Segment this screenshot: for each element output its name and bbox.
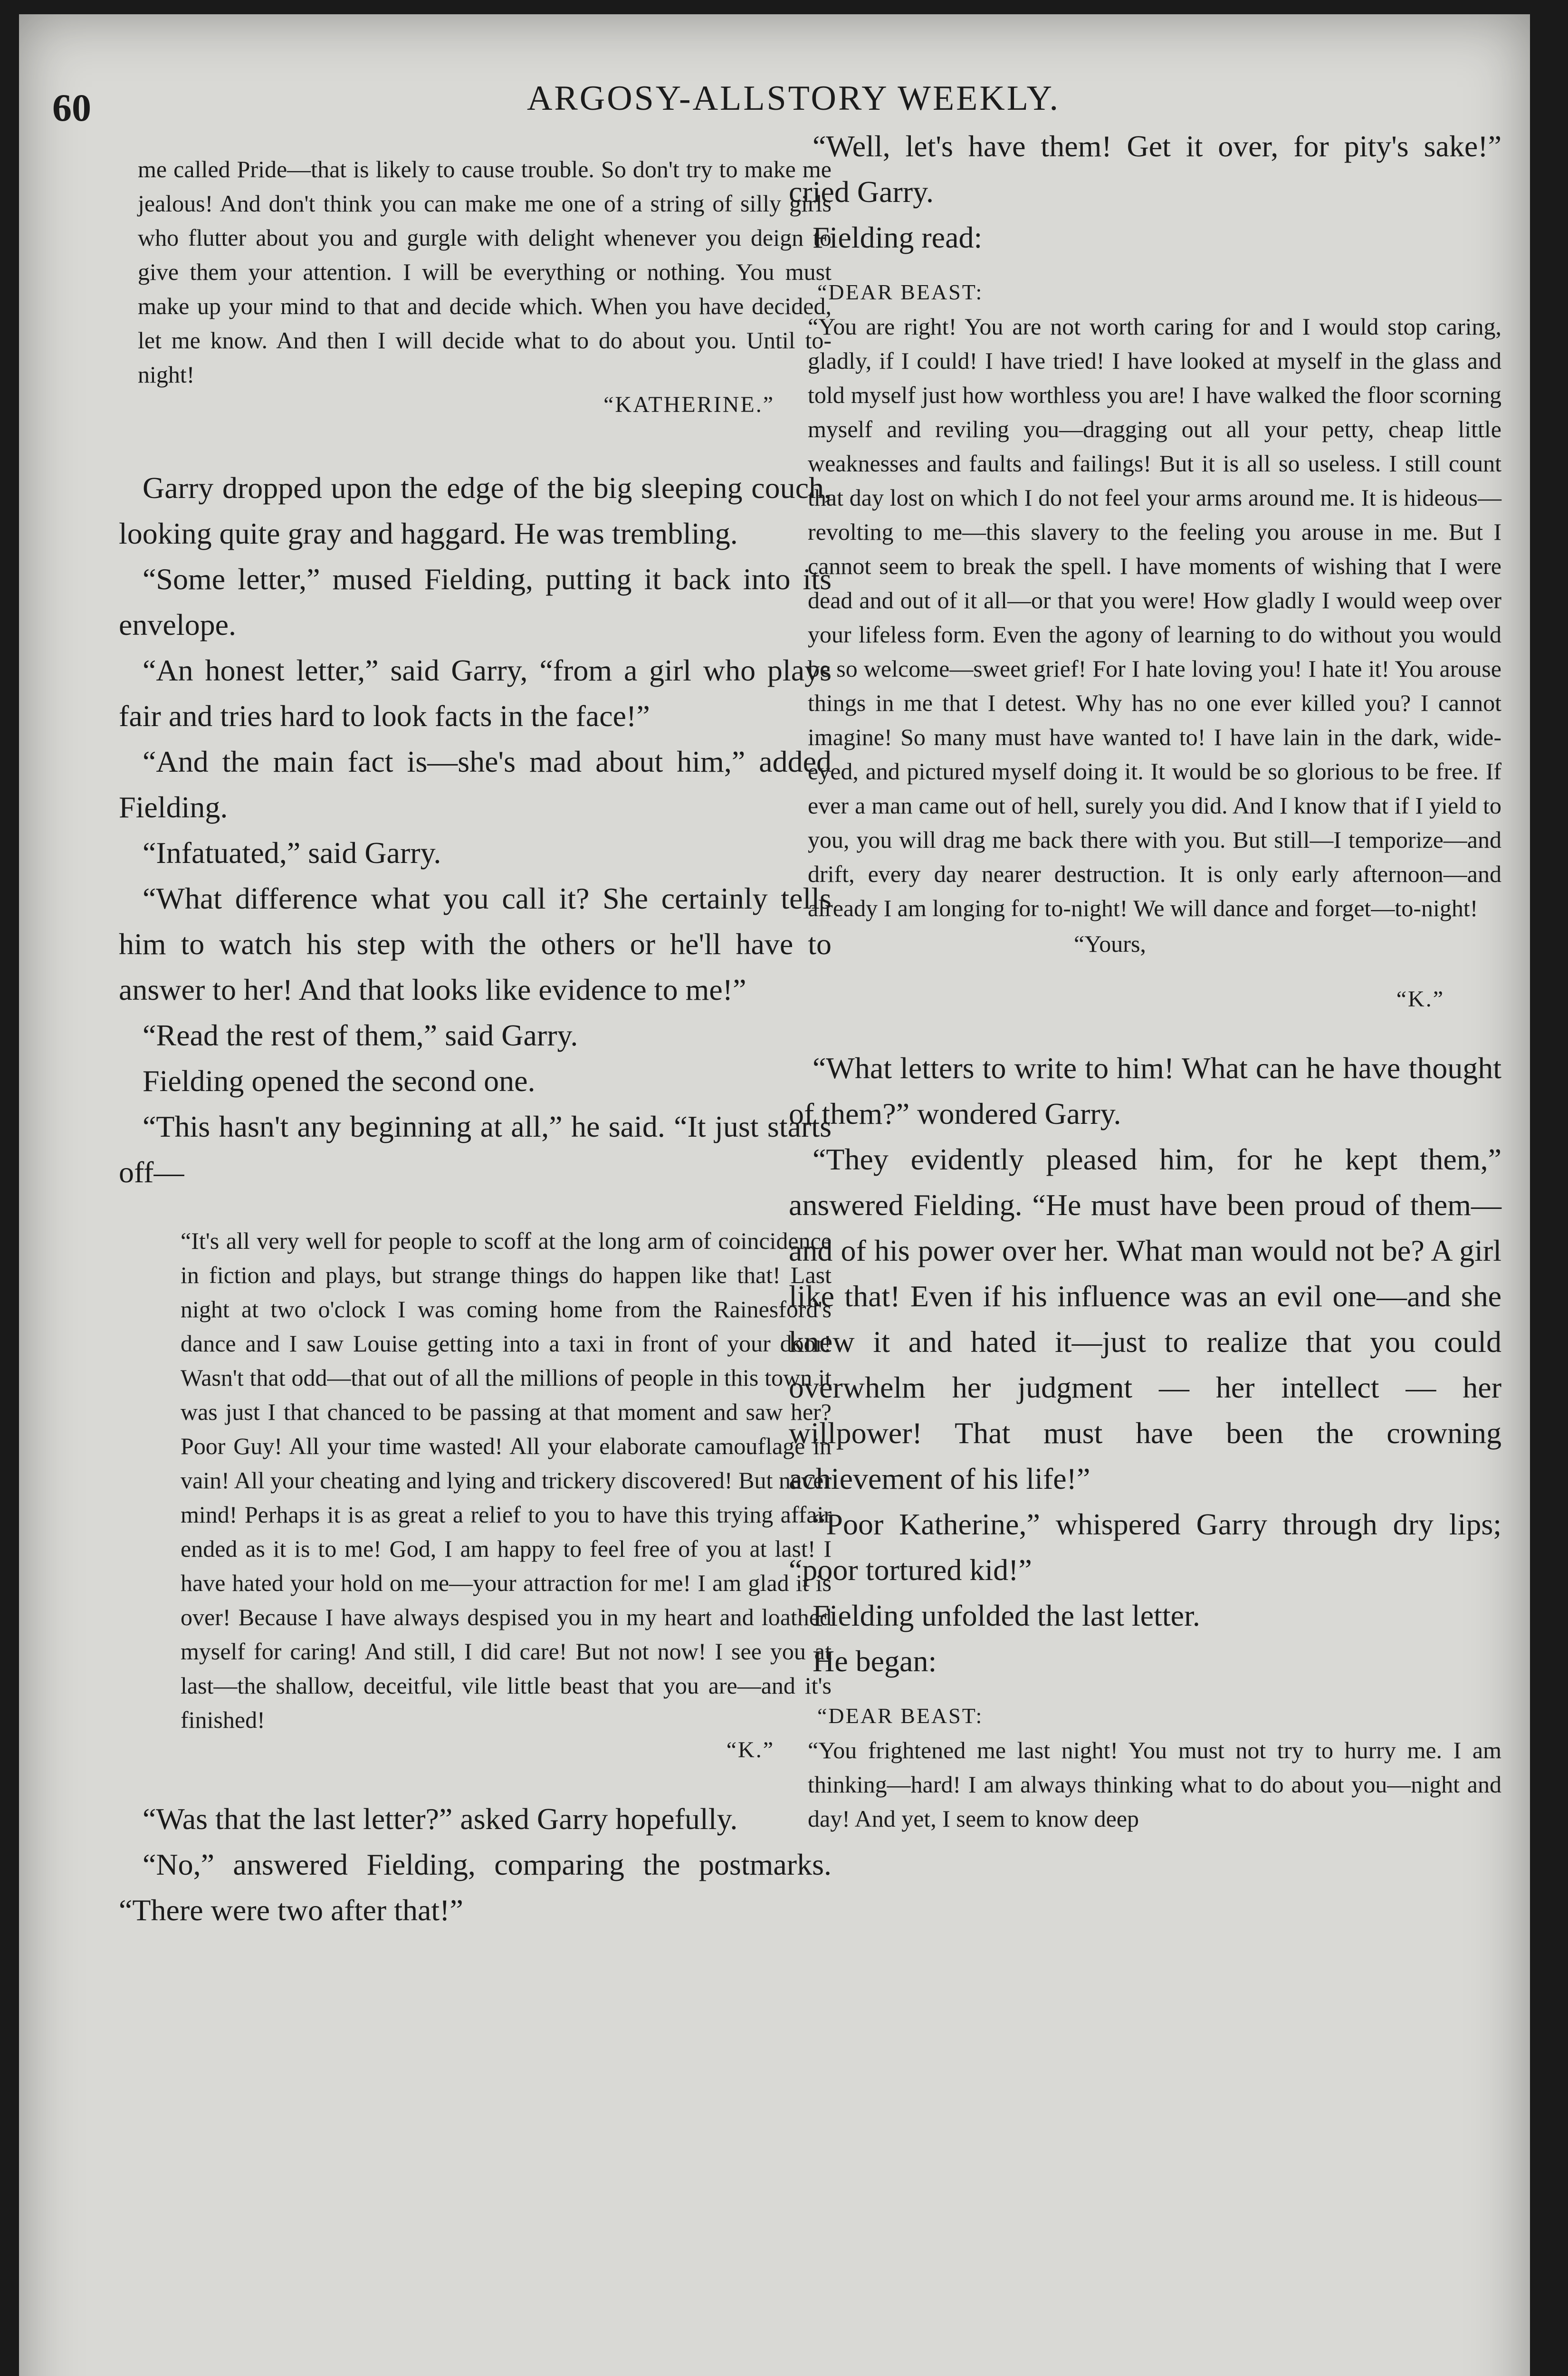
letter-continuation: me called Pride—that is likely to cause trouble. So don't try to make me jealous! And don't think you can make me one of a string of silly girls who flutter about you and gurgle with delight whenever you deign to give them your attention. I will be everything or nothing. You must make up your mind to that and decide which. When you have decided, let me know. And then I will decide what to do about you. Until to-night! xyxy=(138,156,832,388)
running-title: ARGOSY-ALLSTORY WEEKLY. xyxy=(526,79,1061,118)
second-letter-signature: “K.” xyxy=(726,1737,774,1763)
paragraph: “Poor Katherine,” whispered Garry through dry lips; “poor tortured kid!” xyxy=(789,1507,1501,1587)
third-letter: “You are right! You are not worth caring for and I would stop caring, gladly, if I could! I have tried! I have looked at myself in the glass and told myself just how worthless you are! I have walked the floor scorning myself and reviling you—dragging out all your petty, cheap little weaknesses and faults and failings! But it is all so useless. I still count that day lost on which I do not feel your arms around me. It is hideous—revolting to me—this slavery to the feeling you arouse in me. But I cannot seem to break the spell. I have moments of wishing that I were dead and out of it all—or that you were! How gladly I would weep over your lifeless form. Even the agony of learning to do without you would be so welcome—sweet grief! For I hate loving you! I hate it! You arouse things in me that I detest. Why has no one ever killed you? I cannot imagine! So many must have wanted to! I have lain in the dark, wide-eyed, and pictured myself doing it. It would be so glorious to be free. If ever a man came out of hell, surely you did. And I know that if I yield to you, you will drag me back there with you. But still—I temporize—and drift, every day nearer destruction. It is only early afternoon—and already I am longing for to-night! We will dance and forget—to-night! xyxy=(808,313,1501,921)
paragraph: “Well, let's have them! Get it over, for pity's sake!” cried Garry. xyxy=(789,129,1501,209)
paragraph: “Read the rest of them,” said Garry. xyxy=(143,1018,578,1052)
left-column xyxy=(119,152,832,1933)
paragraph: Fielding opened the second one. xyxy=(143,1064,535,1098)
paragraph: “What letters to write to him! What can he have thought of them?” wondered Garry. xyxy=(789,1051,1501,1131)
second-letter: “It's all very well for people to scoff at the long arm of coincidence in fiction and plays, but strange things do happen like that! Last night at two o'clock I was coming home from the Rainesford's dance and I saw Louise getting into a taxi in front of your door! Wasn't that odd—that out of all the millions of people in this town it was just I that chanced to be passing at that moment and saw her? Poor Guy! All your time wasted! All your elaborate camouflage in vain! All your cheating and lying and trickery discovered! But never mind! Perhaps it is as great a relief to you to have this trying affair ended as it is to me! God, I am happy to feel free of you at last! I have hated your hold on me—your attraction for me! I am glad it is over! Because I have always despised you in my heart and loathed myself for caring! And still, I did care! But not now! I see you at last—the shallow, deceitful, vile little beast that you are—and it's finished! xyxy=(181,1227,832,1733)
paragraph: Fielding read: xyxy=(813,220,983,254)
paragraph: “They evidently pleased him, for he kept them,” answered Fielding. “He must have been proud of them—and of his power over her. What man would not be? A girl like that! Even if his influence was an evil one—and she knew it and hated it—just to realize that you could overwhelm her judgment — her intellect — her willpower! That must have been the crowning achievement of his life!” xyxy=(789,1142,1501,1495)
paragraph: “What difference what you call it? She certainly tells him to watch his step with the others or he'll have to answer to her! And that looks like evidence to me!” xyxy=(119,881,832,1006)
paragraph: “No,” answered Fielding, comparing the postmarks. “There were two after that!” xyxy=(119,1848,832,1927)
paragraph: “Was that the last letter?” asked Garry hopefully. xyxy=(143,1802,738,1836)
fourth-letter: “You frightened me last night! You must not try to hurry me. I am thinking—hard! I am always thinking what to do about you—night and day! And yet, I seem to know deep xyxy=(808,1737,1501,1832)
paragraph: Garry dropped upon the edge of the big sleeping couch, looking quite gray and haggard. He was trembling. xyxy=(119,471,832,550)
letter-signature: “KATHERINE.” xyxy=(603,392,774,417)
fourth-letter-salutation: “DEAR BEAST: xyxy=(817,1704,984,1728)
paragraph: “This hasn't any beginning at all,” he said. “It just starts off— xyxy=(119,1110,832,1189)
paragraph: He began: xyxy=(813,1644,937,1678)
third-letter-closing xyxy=(1074,930,1482,958)
paragraph: “An honest letter,” said Garry, “from a girl who plays fair and tries hard to look facts in the face!” xyxy=(119,653,832,733)
magazine-page xyxy=(19,14,1530,2376)
paragraph: “Infatuated,” said Garry. xyxy=(143,836,441,870)
page-number: 60 xyxy=(52,86,91,129)
third-letter-salutation: “DEAR BEAST: xyxy=(817,280,984,304)
third-letter-signature: “K.” xyxy=(1396,987,1444,1012)
paragraph: Fielding unfolded the last letter. xyxy=(813,1599,1200,1632)
right-column xyxy=(789,124,1501,1836)
paragraph: “Some letter,” mused Fielding, putting it back into its envelope. xyxy=(119,562,832,642)
third-letter-yours: “Yours, xyxy=(1074,930,1146,957)
paragraph: “And the main fact is—she's mad about him,” added Fielding. xyxy=(119,745,832,824)
